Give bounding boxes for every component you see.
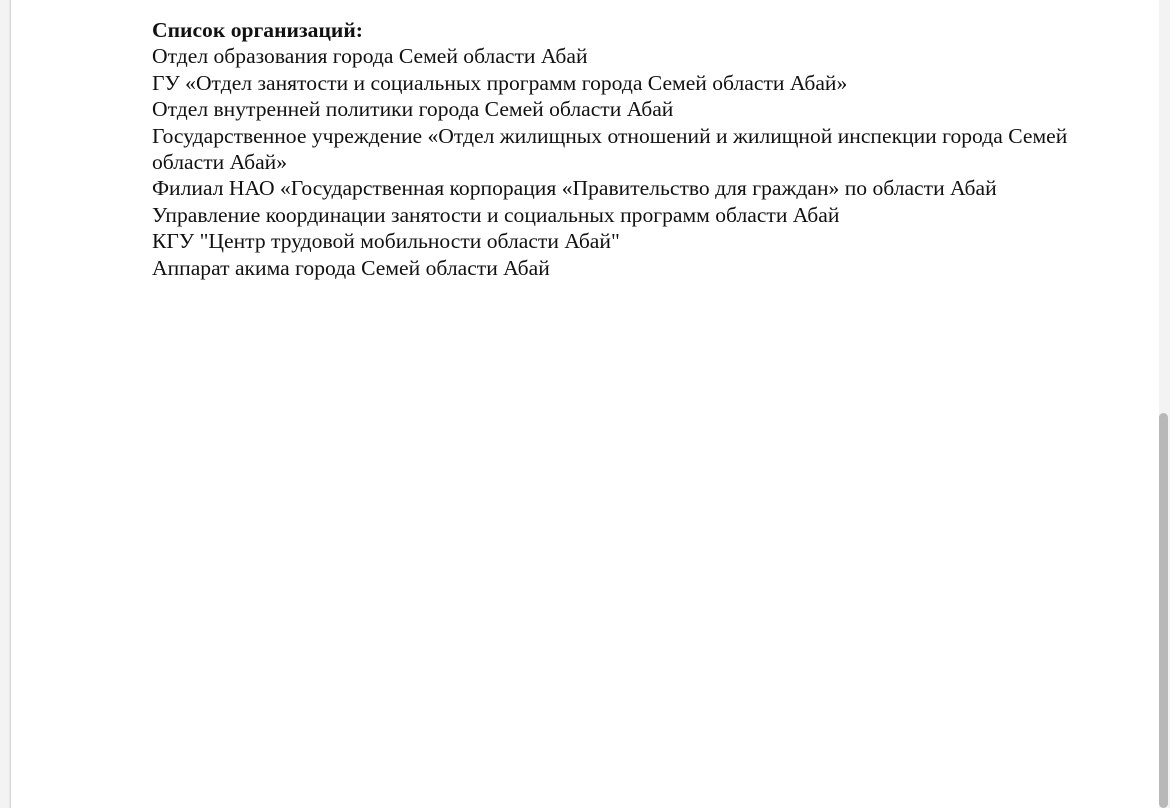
document-content [152,17,1082,281]
organization-item: Филиал НАО «Государственная корпорация «Правительство для граждан» по области Абай [152,176,997,201]
vertical-scrollbar-thumb[interactable] [1159,413,1168,808]
document-page [10,0,1159,808]
vertical-scrollbar-track[interactable] [1159,0,1170,808]
page-left-border [10,0,11,808]
organization-item: Государственное учреждение «Отдел жилищных отношений и жилищной инспекции города Семей области Абай» [152,123,1068,175]
organization-item: Управление координации занятости и социальных программ области Абай [152,202,840,227]
organization-list [152,43,1082,281]
organization-item: Отдел образования города Семей области Абай [152,44,588,69]
organization-item: Отдел внутренней политики города Семей области Абай [152,97,674,122]
organization-item: КГУ "Центр трудовой мобильности области Абай" [152,229,620,254]
organizations-heading: Список организаций: [152,18,363,42]
organization-item: ГУ «Отдел занятости и социальных программ города Семей области Абай» [152,70,848,95]
organization-item: Аппарат акима города Семей области Абай [152,255,550,280]
